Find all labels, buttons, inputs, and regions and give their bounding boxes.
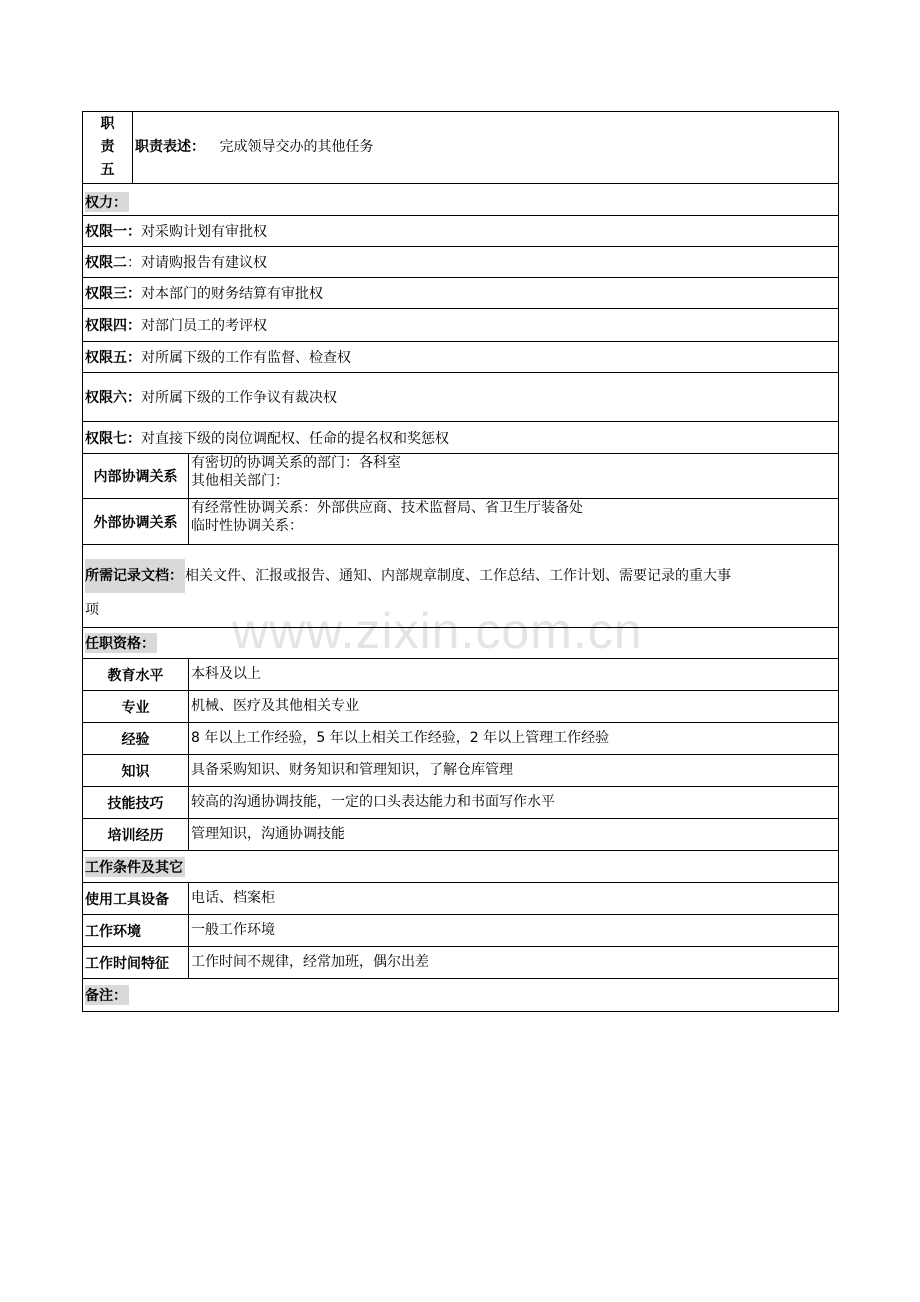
- power-cell: [83, 422, 839, 454]
- condition-value: 一般工作环境: [189, 915, 839, 947]
- power-row: [83, 309, 839, 342]
- coordination-value: [189, 454, 839, 499]
- qualification-row: [83, 819, 839, 851]
- coordination-label: 内部协调关系: [83, 454, 189, 499]
- power-label: 权限六：: [85, 390, 141, 406]
- powers-header-row: [83, 184, 839, 216]
- condition-value: 工作时间不规律，经常加班，偶尔出差: [189, 947, 839, 979]
- duty5-char-1: 职: [100, 116, 115, 132]
- power-text: 对直接下级的岗位调配权、任命的提名权和奖惩权: [141, 430, 449, 447]
- power-row: [83, 373, 839, 422]
- qualification-label: 技能技巧: [83, 787, 189, 819]
- power-text: 对本部门的财务结算有审批权: [141, 286, 323, 302]
- power-cell: [83, 247, 839, 278]
- coordination-line: 其他相关部门：: [191, 473, 289, 489]
- power-text: 对所属下级的工作争议有裁决权: [141, 390, 337, 406]
- duty5-label: [83, 112, 133, 184]
- power-text: 对所属下级的工作有监督、检查权: [141, 350, 351, 366]
- condition-label: 使用工具设备: [83, 883, 189, 915]
- qualification-row: [83, 787, 839, 819]
- qualification-label: 教育水平: [83, 659, 189, 691]
- notes-cell: [83, 979, 839, 1012]
- power-row: [83, 342, 839, 373]
- qualification-value: 8 年以上工作经验，5 年以上相关工作经验，2 年以上管理工作经验: [189, 723, 839, 755]
- qualifications-header-row: [83, 628, 839, 659]
- power-cell: [83, 373, 839, 422]
- duty5-desc-text: 完成领导交办的其他任务: [219, 139, 374, 155]
- power-row: [83, 216, 839, 247]
- power-cell: [83, 342, 839, 373]
- condition-label: 工作时间特征: [83, 947, 189, 979]
- duty5-description: [133, 112, 839, 184]
- records-cell: [83, 545, 839, 628]
- records-text: 相关文件、汇报或报告、通知、内部规章制度、工作总结、工作计划、需要记录的重大事: [185, 568, 731, 584]
- power-cell: [83, 309, 839, 342]
- coordination-line: 临时性协调关系：: [191, 518, 303, 534]
- notes-row: [83, 979, 839, 1012]
- qualification-value: 管理知识，沟通协调技能: [189, 819, 839, 851]
- power-row: [83, 247, 839, 278]
- power-text: ：对请购报告有建议权: [127, 255, 267, 271]
- condition-label: 工作环境: [83, 915, 189, 947]
- power-text: 对采购计划有审批权: [141, 224, 267, 240]
- duty5-char-3: 五: [100, 162, 115, 178]
- power-label: 权限一：: [85, 224, 141, 240]
- notes-label: 备注：: [85, 985, 129, 1005]
- conditions-header: 工作条件及其它: [85, 857, 185, 877]
- conditions-header-row: [83, 851, 839, 883]
- qualification-value: 机械、医疗及其他相关专业: [189, 691, 839, 723]
- qualification-row: [83, 659, 839, 691]
- conditions-header-cell: [83, 851, 839, 883]
- power-row: [83, 422, 839, 454]
- coordination-row: [83, 454, 839, 499]
- qualification-row: [83, 755, 839, 787]
- powers-header: 权力：: [85, 192, 129, 212]
- qualifications-header: 任职资格：: [85, 633, 157, 653]
- records-text-cont: 项: [85, 602, 99, 618]
- qualification-value: 本科及以上: [189, 659, 839, 691]
- coordination-row: [83, 499, 839, 545]
- watermark: www.zixin.com.cn: [232, 603, 643, 659]
- powers-header-cell: [83, 184, 839, 216]
- power-text: 对部门员工的考评权: [141, 318, 267, 334]
- qualification-row: [83, 691, 839, 723]
- duty5-char-2: 责: [100, 139, 115, 155]
- duty5-row: [83, 112, 839, 184]
- condition-row: [83, 915, 839, 947]
- condition-row: [83, 947, 839, 979]
- qualification-row: [83, 723, 839, 755]
- condition-value: 电话、档案柜: [189, 883, 839, 915]
- records-row: [83, 545, 839, 628]
- power-cell: [83, 278, 839, 309]
- duty5-desc-label: 职责表述：: [135, 139, 205, 155]
- job-description-table: [82, 111, 839, 1012]
- qualification-value: 较高的沟通协调技能，一定的口头表达能力和书面写作水平: [189, 787, 839, 819]
- power-label: 权限二: [85, 255, 127, 271]
- power-label: 权限五：: [85, 350, 141, 366]
- qualification-label: 专业: [83, 691, 189, 723]
- power-label: 权限三：: [85, 286, 141, 302]
- coordination-line: 有密切的协调关系的部门：各科室: [191, 455, 401, 471]
- qualification-value: 具备采购知识、财务知识和管理知识，了解仓库管理: [189, 755, 839, 787]
- coordination-value: [189, 499, 839, 545]
- qualifications-header-cell: [83, 628, 839, 659]
- power-cell: [83, 216, 839, 247]
- condition-row: [83, 883, 839, 915]
- qualification-label: 经验: [83, 723, 189, 755]
- power-row: [83, 278, 839, 309]
- records-label: 所需记录文档：: [85, 559, 185, 593]
- qualification-label: 培训经历: [83, 819, 189, 851]
- power-label: 权限四：: [85, 318, 141, 334]
- coordination-label: 外部协调关系: [83, 499, 189, 545]
- qualification-label: 知识: [83, 755, 189, 787]
- power-label: 权限七：: [85, 430, 141, 447]
- coordination-line: 有经常性协调关系：外部供应商、技术监督局、省卫生厅装备处: [191, 500, 583, 516]
